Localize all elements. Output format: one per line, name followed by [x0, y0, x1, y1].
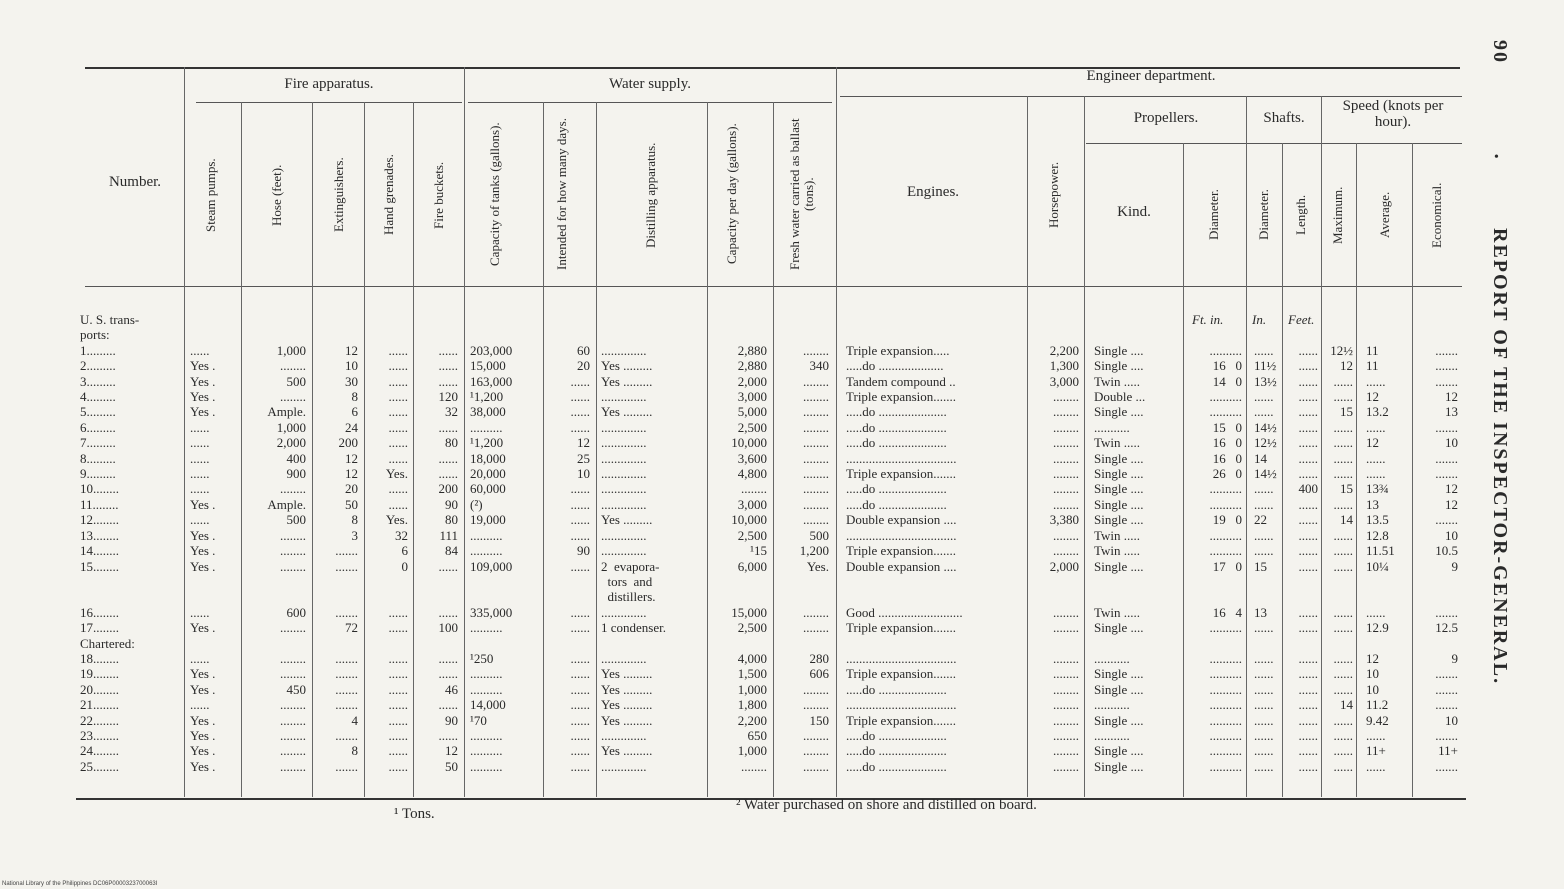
- col-rule: [1246, 96, 1247, 797]
- fire-group-rule: [196, 102, 462, 103]
- steam-pumps-column: ...... Yes . Yes . Yes . Yes . ...... ...... ...... ...... ...... Yes . ...... Yes . Yes . Yes . ...... Yes . ...... Yes . Yes . ...... Yes . Yes . Yes . Yes .: [190, 342, 216, 774]
- horsepower-column: 2,200 1,300 3,000 ........ ........ ........ ........ ........ ........ ........ ........ 3,380 ........ ........ 2,000 ........ ........ ........ ........ ........ ........ ........ ........ ........ ........: [1049, 342, 1079, 774]
- propeller-diameter-header: Diameter.: [1206, 189, 1221, 241]
- shaft-length-column: ...... ...... ...... ...... ...... ...... ...... ...... ...... 400 ...... ...... ...... ...... ...... ...... ...... ...... ...... ...... ...... ...... ...... ...... ......: [1298, 342, 1318, 774]
- capacity-per-day-column: 2,880 2,880 2,000 3,000 5,000 2,500 10,000 3,600 4,800 ........ 3,000 10,000 2,500 ¹15 6,000 15,000 2,500 4,000 1,500 1,000 1,800 2,200 650 1,000 ........: [731, 342, 767, 774]
- average-speed-column: 11 11 ...... 12 13.2 ...... 12 ...... ...... 13¾ 13 13.5 12.8 11.51 10¼ ...... 12.9 12 10 10 11.2 9.42 ...... 11+ ......: [1366, 342, 1395, 774]
- hand-grenades-column: ...... ...... ...... ...... ...... ...... ...... ...... Yes. ...... ...... Yes. 32 6 0 ...... ...... ...... ...... ...... ...... ...... ...... ...... ......: [385, 342, 408, 774]
- col-rule: [464, 67, 465, 797]
- hose-column: 1,000 ........ 500 ........ Ample. 1,000 2,000 400 900 ........ Ample. 500 ........ ........ ........ 600 ........ ........ ........ 450 ........ ........ ........ ........ ........: [267, 342, 306, 774]
- engines-column: Triple expansion..... .....do .................... Tandem compound .. Triple expansion....... .....do ..................... .....do ..................... .....do ..................... .................................. Triple expansion....... .....do ..................... .....do ..................... Double expansion .... .................................. Triple expansion....... Double expansion .... Good .......................... Triple expansion....... .................................. Triple expansion....... .....do ..................... .................................. Triple expansion....... .....do ..................... .....do ..................... .....do .....................: [846, 342, 963, 774]
- fresh-water-header: Fresh water carried as ballast (tons).: [787, 118, 816, 270]
- col-rule: [241, 102, 242, 797]
- col-rule: [707, 102, 708, 797]
- bullet-mark: •: [1494, 150, 1499, 165]
- propeller-group-rule: [1086, 143, 1462, 144]
- col-rule: [312, 102, 313, 797]
- number-header: Number.: [108, 174, 162, 190]
- intended-days-header: Intended for how many days.: [554, 118, 569, 270]
- col-rule: [1027, 96, 1028, 797]
- distilling-apparatus-header: Distilling apparatus.: [643, 142, 658, 248]
- shaft-length-unit: Feet.: [1288, 312, 1315, 327]
- scan-credit: National Library of the Philippines DC06P0000323700063I: [2, 881, 158, 887]
- economical-header: Economical.: [1429, 182, 1444, 248]
- engines-header: Engines.: [906, 184, 960, 200]
- capacity-per-day-header: Capacity per day (gallons).: [724, 123, 739, 265]
- fire-buckets-column: ...... ...... ...... 120 32 ...... 80 ...... ...... 200 90 80 111 84 ...... ...... 100 ...... ...... 46 ...... 90 ...... 12 50: [438, 342, 458, 774]
- fresh-water-ballast-column: ........ 340 ........ ........ ........ ........ ........ ........ ........ ........ ........ ........ 500 1,200 Yes. ........ ........ 280 606 ........ ........ 150 ........ ........ ........: [799, 342, 829, 774]
- shaft-diameter-column: ...... 11½ 13½ ...... ...... 14½ 12½ 14 14½ ...... ...... 22 ...... ...... 15 13 ...... ...... ...... ...... ...... ...... ...... ...... ......: [1254, 342, 1277, 774]
- shaft-length-header: Length.: [1293, 194, 1308, 236]
- propeller-unit: Ft. in.: [1192, 312, 1224, 327]
- running-title: REPORT OF THE INSPECTOR-GENERAL.: [1489, 228, 1511, 686]
- kind-header: Kind.: [1117, 204, 1151, 220]
- fire-apparatus-header: Fire apparatus.: [284, 76, 374, 92]
- shaft-diameter-header: Diameter.: [1256, 189, 1271, 241]
- steam-pumps-header: Steam pumps.: [203, 158, 218, 232]
- distilling-apparatus-column: .............. Yes ......... Yes ......... .............. Yes ......... .............. .............. .............. .............. .............. .............. Yes ......... .............. .............. 2 evapora- tors and distillers. .............. 1 condenser. .............. Yes ......... Yes ......... Yes ......... Yes ......... .............. Yes ......... ..............: [601, 342, 666, 774]
- col-rule: [773, 102, 774, 797]
- hand-grenades-header: Hand grenades.: [381, 154, 396, 236]
- water-group-rule: [468, 102, 832, 103]
- propeller-diameter-column: .......... 16 0 14 0 .......... .......... 15 0 16 0 16 0 26 0 .......... .......... 19 0 .......... .......... 17 0 16 4 .......... .......... .......... .......... .......... .......... .......... .......... ..........: [1209, 342, 1242, 774]
- horsepower-header: Horsepower.: [1046, 161, 1061, 229]
- footnote-2: ² Water purchased on shore and distilled on board.: [736, 797, 1037, 813]
- col-rule: [1356, 143, 1357, 797]
- shaft-diameter-unit: In.: [1252, 312, 1267, 327]
- engineer-department-header: Engineer department.: [1086, 68, 1216, 84]
- economical-speed-column: ....... ....... ....... 12 13 ....... 10 ....... ....... 12 12 ....... 10 10.5 9 ....... 12.5 9 ....... ....... ....... 10 ....... 11+ .......: [1435, 342, 1458, 774]
- col-rule: [1183, 143, 1184, 797]
- col-rule: [184, 67, 185, 797]
- col-rule: [1412, 143, 1413, 797]
- col-rule: [596, 102, 597, 797]
- intended-days-column: 60 20 ...... ...... ...... ...... 12 25 10 ...... ...... ...... ...... 90 ...... ...... ...... ...... ...... ...... ...... ...... ...... ...... ......: [570, 342, 590, 774]
- maximum-header: Maximum.: [1330, 186, 1345, 244]
- water-supply-header: Water supply.: [609, 76, 691, 92]
- col-rule: [836, 67, 837, 797]
- page-number: 90: [1489, 40, 1511, 64]
- col-rule: [543, 102, 544, 797]
- maximum-speed-column: 12½ 12 ...... ...... 15 ...... ...... ...... ...... 15 ...... 14 ...... ...... ...... ...... ...... ...... ...... ...... 14 ...... ...... ...... ......: [1330, 342, 1353, 774]
- col-rule: [364, 102, 365, 797]
- col-rule: [1084, 96, 1085, 797]
- tank-capacity-column: 203,000 15,000 163,000 ¹1,200 38,000 .......... ¹1,200 18,000 20,000 60,000 (²) 19,000 .......... .......... 109,000 335,000 .......... ¹250 .......... .......... 14,000 ¹70 .......... .......... ..........: [470, 342, 513, 774]
- average-header: Average.: [1377, 191, 1392, 239]
- number-column: U. S. trans- ports: 1......... 2......... 3......... 4......... 5......... 6......... 7......... 8......... 9......... 10........ 11........ 12........ 13........ 14........ 15........ 16........ 17........ Chartered: 18........ 19........ 20........ 21........ 22........ 23........ 24........ 25........: [80, 312, 140, 774]
- shafts-header: Shafts.: [1263, 110, 1305, 126]
- extinguishers-header: Extinguishers.: [331, 157, 346, 233]
- propeller-kind-column: Single .... Single .... Twin ..... Double ... Single .... ........... Twin ..... Single .... Single .... Single .... Single .... Single .... Twin ..... Twin ..... Single .... Twin ..... Single .... ........... Single .... Single .... ........... Single .... ........... Single .... Single ....: [1094, 342, 1146, 774]
- hose-header: Hose (feet).: [269, 164, 284, 226]
- fire-buckets-header: Fire buckets.: [431, 161, 446, 229]
- speed-header: Speed (knots per hour).: [1342, 98, 1444, 130]
- col-rule: [413, 102, 414, 797]
- propellers-header: Propellers.: [1133, 110, 1199, 126]
- col-rule: [1321, 96, 1322, 797]
- col-rule: [1282, 143, 1283, 797]
- extinguishers-column: 12 10 30 8 6 24 200 12 12 20 50 8 3 ....... ....... ....... 72 ....... ....... ....... ....... 4 ....... 8 .......: [335, 342, 358, 774]
- engineer-group-rule: [840, 96, 1462, 97]
- tank-capacity-header: Capacity of tanks (gallons).: [487, 122, 502, 266]
- footnote-1: ¹ Tons.: [394, 806, 435, 822]
